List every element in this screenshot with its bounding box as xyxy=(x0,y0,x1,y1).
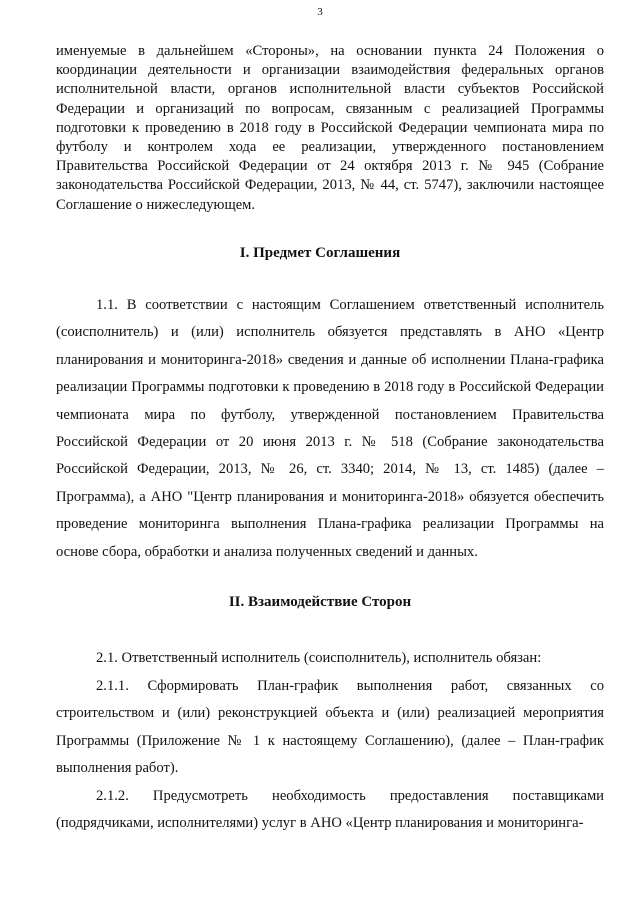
page-number: 3 xyxy=(317,6,323,18)
section-2-body xyxy=(56,645,604,838)
clause-1-1: 1.1. В соответствии с настоящим Соглашением ответственный исполнитель (соисполнитель) и (или) исполнитель обязуется представлять в АНО «Центр планирования и мониторинга-2018» сведения и данные об исполнении Плана-графика реализации Программы подготовки к проведению в 2018 году в Российской Федерации чемпионата мира по футболу, утвержденной постановлением Правительства Российской Федерации от 20 июня 2013 г. № 518 (Собрание законодательства Российской Федерации, 2013, № 26, ст. 3340; 2014, № 13, ст. 1485) (далее – Программа), а АНО "Центр планирования и мониторинга-2018» обязуется обеспечить проведение мониторинга выполнения Плана-графика реализации Программы на основе сбора, обработки и анализа полученных сведений и данных. xyxy=(56,297,604,560)
section-1-heading: I. Предмет Соглашения xyxy=(239,245,401,261)
intro-paragraph: именуемые в дальнейшем «Стороны», на основании пункта 24 Положения о координации деятельности и организации взаимодействия федеральных органов исполнительной власти, органов исполнительной власти субъектов Российской Федерации и организаций по вопросам, связанным с реализацией Программы подготовки к проведению в 2018 году в Российской Федерации чемпионата мира по футболу и контролем хода ее реализации, утвержденного постановлением Правительства Российской Федерации от 24 октября 2013 г. № 945 (Собрание законодательства Российской Федерации, 2013, № 44, ст. 5747), заключили настоящее Соглашение о нижеследующем. xyxy=(56,43,604,213)
section-2-heading: II. Взаимодействие Сторон xyxy=(228,594,412,610)
clause-2-1: 2.1. Ответственный исполнитель (соисполнитель), исполнитель обязан: xyxy=(96,650,542,666)
clause-2-1-1: 2.1.1. Сформировать План-график выполнения работ, связанных со строительством и (или) реконструкцией объекта и (или) реализацией мероприятия Программы (Приложение № 1 к настоящему Соглашению), (далее – План-график выполнения работ). xyxy=(56,677,604,776)
clause-2-1-2: 2.1.2. Предусмотреть необходимость предоставления поставщиками (подрядчиками, исполнителями) услуг в АНО «Центр планирования и мониторинга- xyxy=(56,787,604,831)
